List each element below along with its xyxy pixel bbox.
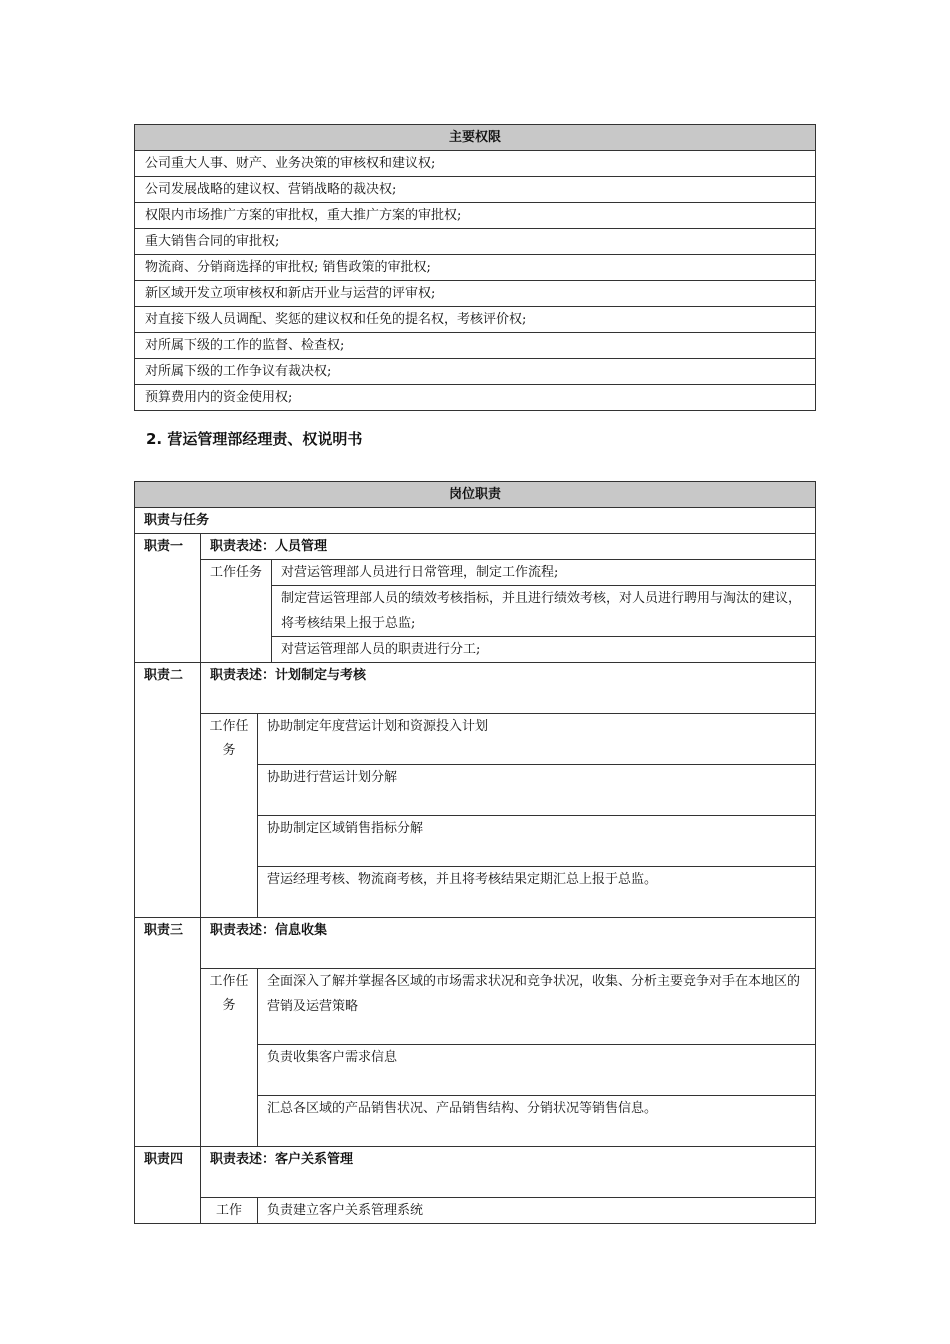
authority-table-header: 主要权限 (135, 125, 816, 151)
authority-table (134, 124, 816, 411)
duty-table-subheader: 职责与任务 (135, 508, 816, 534)
task-item: 对营运管理部人员的职责进行分工; (272, 637, 816, 663)
work-task-label: 工作 (201, 1198, 258, 1224)
task-item: 对营运管理部人员进行日常管理，制定工作流程; (272, 560, 816, 586)
work-task-label: 工作任务 (201, 969, 258, 1147)
authority-row: 预算费用内的资金使用权; (135, 385, 816, 411)
duty-label: 职责三 (135, 918, 201, 1147)
duty-table-header: 岗位职责 (135, 482, 816, 508)
authority-row: 新区域开发立项审核权和新店开业与运营的评审权; (135, 281, 816, 307)
task-item: 汇总各区域的产品销售状况、产品销售结构、分销状况等销售信息。 (258, 1096, 816, 1147)
authority-row: 对直接下级人员调配、奖惩的建议权和任免的提名权，考核评价权; (135, 307, 816, 333)
authority-row: 重大销售合同的审批权; (135, 229, 816, 255)
duty-label: 职责四 (135, 1147, 201, 1224)
duty-description: 职责表述：计划制定与考核 (201, 663, 816, 714)
task-item: 协助进行营运计划分解 (258, 765, 816, 816)
duty-label: 职责二 (135, 663, 201, 918)
duty-description: 职责表述：信息收集 (201, 918, 816, 969)
task-item: 协助制定区域销售指标分解 (258, 816, 816, 867)
task-item: 营运经理考核、物流商考核，并且将考核结果定期汇总上报于总监。 (258, 867, 816, 918)
duty-label: 职责一 (135, 534, 201, 663)
authority-row: 对所属下级的工作的监督、检查权; (135, 333, 816, 359)
authority-row: 公司重大人事、财产、业务决策的审核权和建议权; (135, 151, 816, 177)
authority-row: 物流商、分销商选择的审批权; 销售政策的审批权; (135, 255, 816, 281)
duty-table (134, 481, 816, 1224)
duty-description: 职责表述：人员管理 (201, 534, 816, 560)
task-item: 负责收集客户需求信息 (258, 1045, 816, 1096)
task-item: 全面深入了解并掌握各区域的市场需求状况和竞争状况，收集、分析主要竞争对手在本地区的营销及运营策略 (258, 969, 816, 1045)
duty-description: 职责表述：客户关系管理 (201, 1147, 816, 1198)
authority-row: 权限内市场推广方案的审批权，重大推广方案的审批权; (135, 203, 816, 229)
authority-row: 公司发展战略的建议权、营销战略的裁决权; (135, 177, 816, 203)
work-task-label: 工作任务 (201, 560, 272, 663)
task-item: 制定营运管理部人员的绩效考核指标，并且进行绩效考核，对人员进行聘用与淘汰的建议，将考核结果上报于总监; (272, 586, 816, 637)
authority-row: 对所属下级的工作争议有裁决权; (135, 359, 816, 385)
work-task-label: 工作任务 (201, 714, 258, 918)
task-item: 负责建立客户关系管理系统 (258, 1198, 816, 1224)
task-item: 协助制定年度营运计划和资源投入计划 (258, 714, 816, 765)
section-heading: 2. 营运管理部经理责、权说明书 (146, 430, 363, 448)
